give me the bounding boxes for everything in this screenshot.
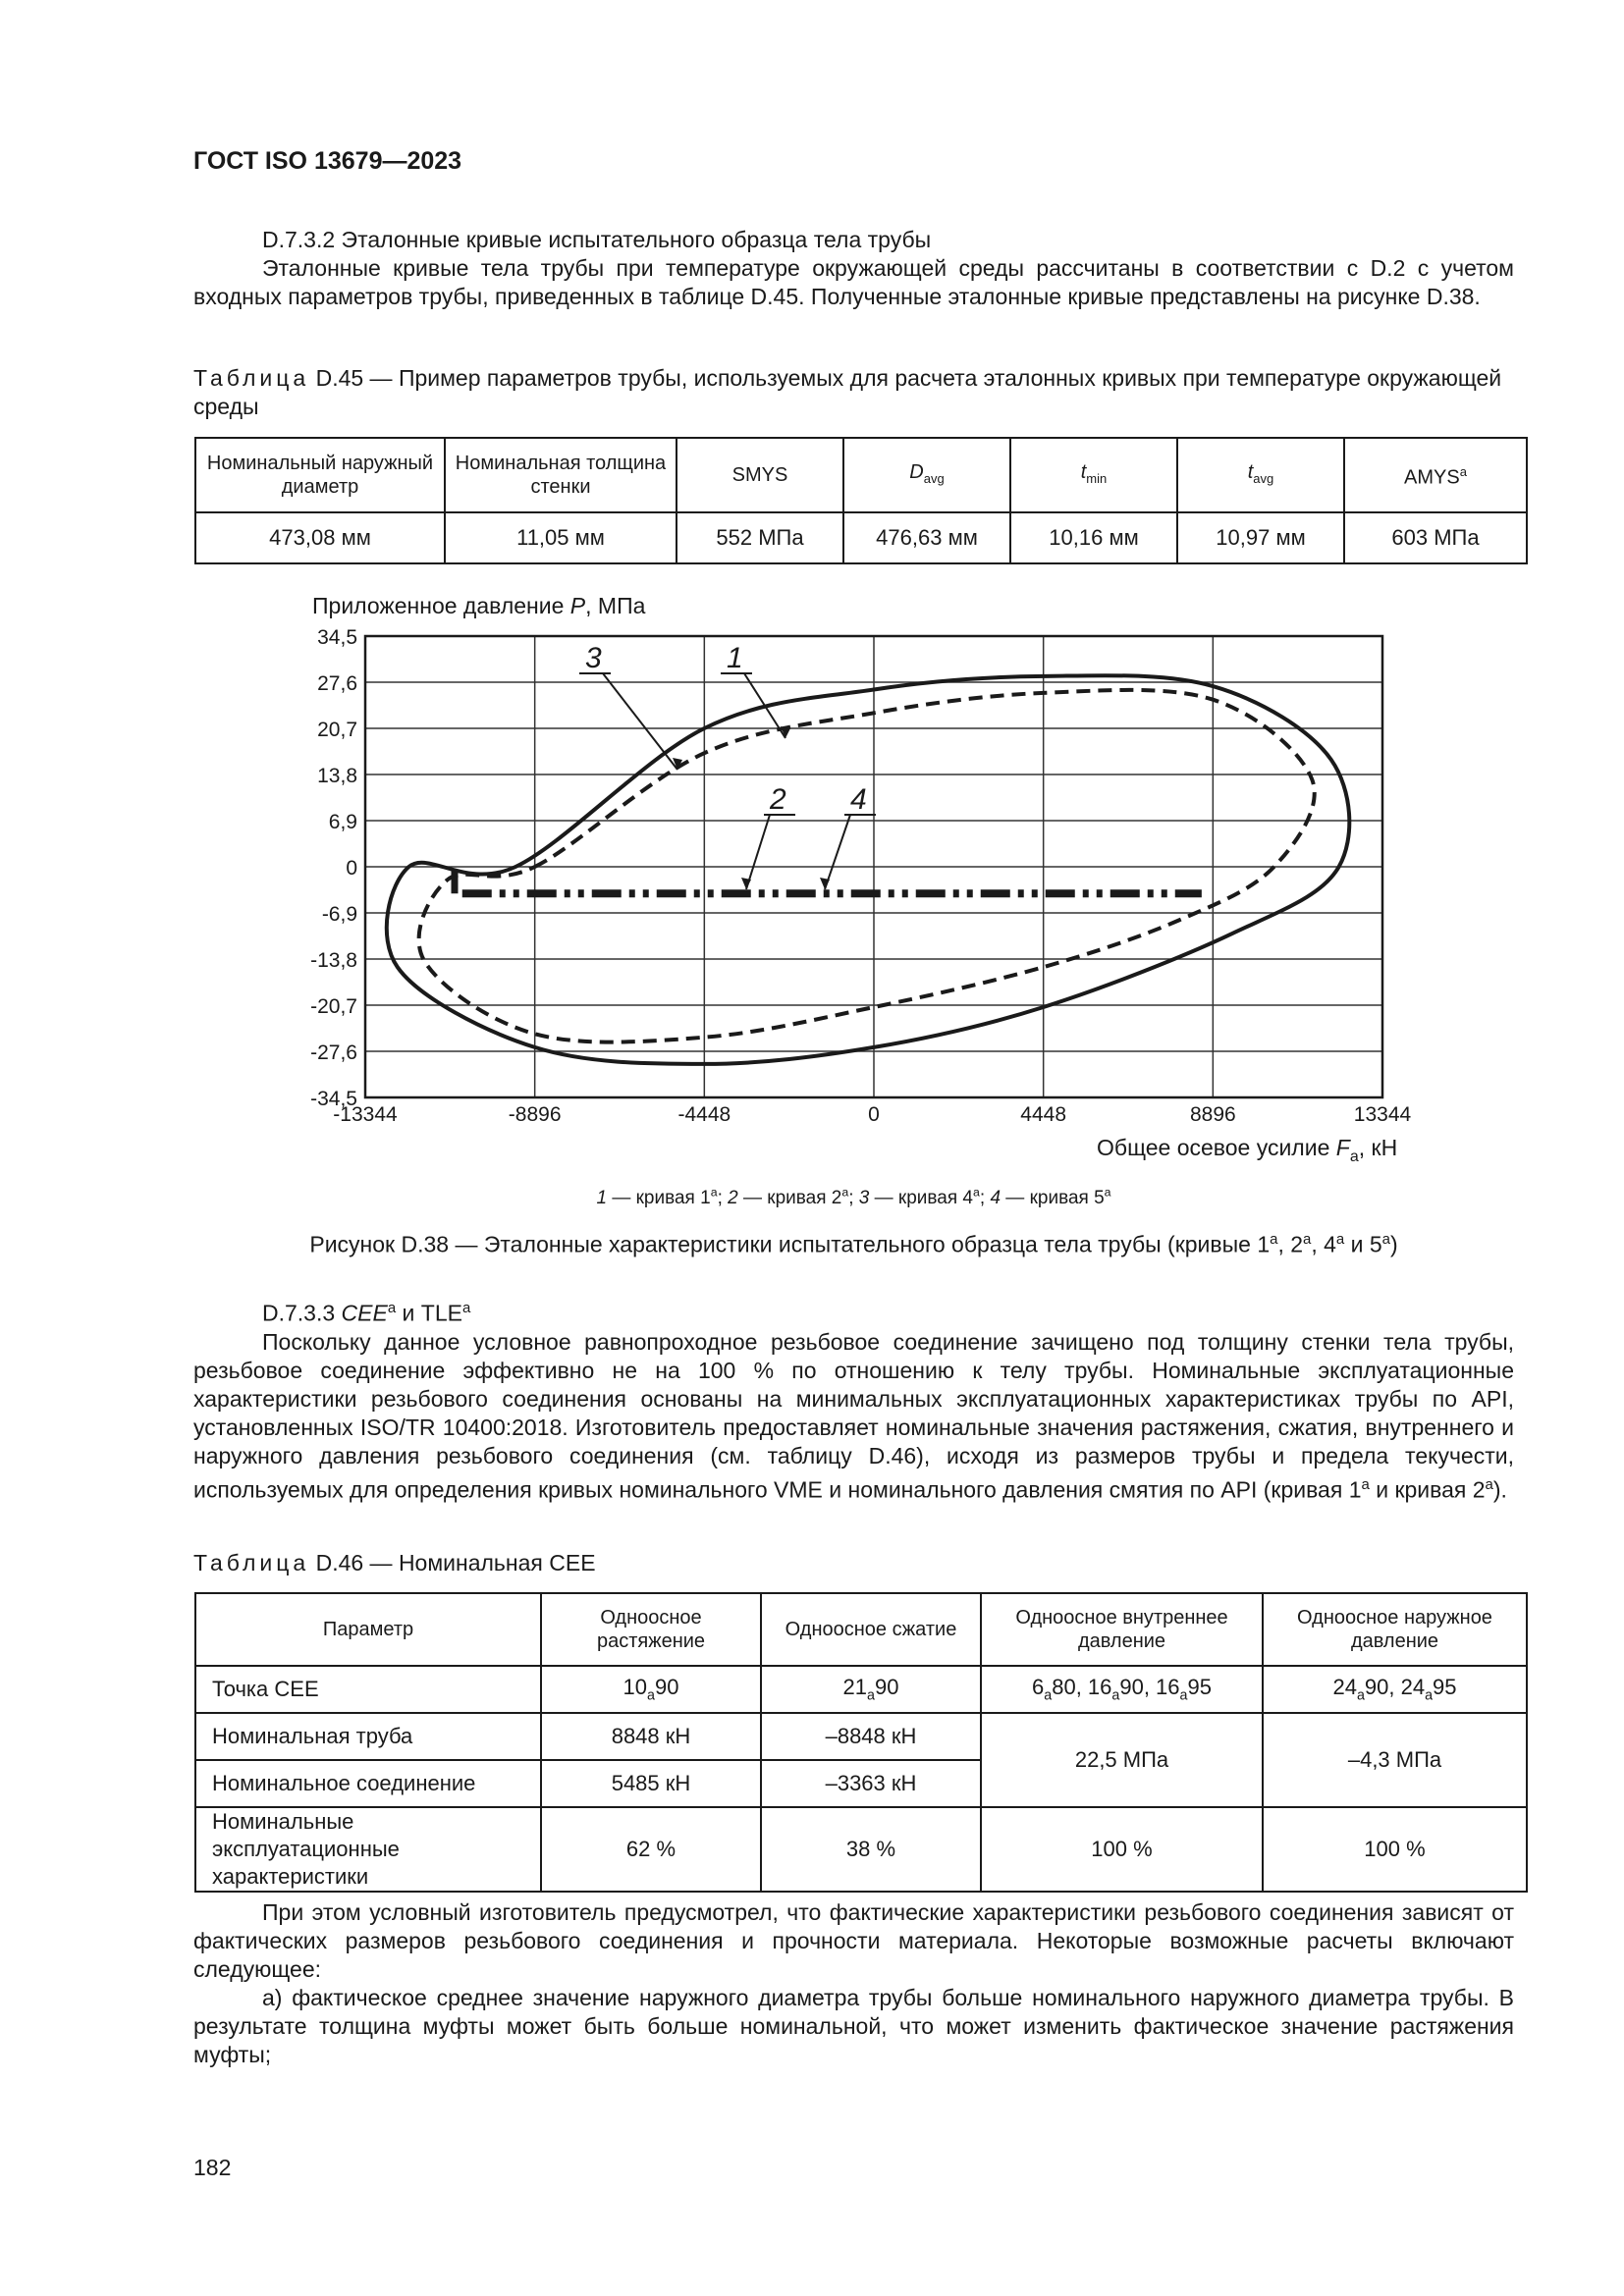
x-tick-label: 13344 — [1353, 1103, 1412, 1126]
section-paragraph: Эталонные кривые тела трубы при температуре окружающей среды рассчитаны в соответствии с D.2 с учетом входных параметров трубы, приведенных в таблице D.45. Полученные эталонные кривые представлены на рисунке D.38. — [193, 255, 1514, 309]
leader-arrow — [820, 878, 830, 889]
y-tick-label: -27,6 — [310, 1041, 357, 1064]
row-label: Номинальные эксплуатационные характеристики — [195, 1807, 541, 1892]
table-row — [195, 1666, 1527, 1713]
caption-prefix: Таблица — [193, 1550, 310, 1575]
y-tick-label: 34,5 — [317, 626, 357, 649]
value-cell: 62 % — [541, 1807, 761, 1892]
paragraph-list-item-a: а) фактическое среднее значение наружного диаметра трубы больше номинального наружного диаметра трубы. В результате толщина муфты может быть больше номинальной, что может изменить фактическое значение растяжения муфты; — [193, 1985, 1514, 2067]
header-cell: $t_{avg}$ — [1177, 438, 1344, 512]
x-tick-labels — [333, 1103, 1411, 1126]
y-tick-label: -20,7 — [310, 995, 357, 1018]
figure-caption: Рисунок D.38 — Эталонные характеристики испытательного образца тела трубы (кривые 1$^a$, 2$^a$, 4$^a$ и 5$^a$) — [309, 1231, 1398, 1257]
y-tick-labels — [310, 626, 357, 1110]
value-cell: –8848 кН — [761, 1713, 981, 1760]
curve-label: 1 — [727, 642, 743, 674]
curve-callouts — [579, 642, 876, 889]
page-number: 182 — [193, 2155, 232, 2180]
curve-1-dashed — [419, 690, 1315, 1042]
caption-prefix: Таблица — [193, 365, 310, 391]
header-cell: Одноосное сжатие — [761, 1593, 981, 1666]
section-paragraph: Поскольку данное условное равнопроходное резьбовое соединение зачищено под толщину стенки тела трубы, резьбовое соединение эффективно не на 100 % по отношению к телу трубы. Номинальные эксплуатационные характеристики резьбового соединения основаны на минимальных эксплуатационных характеристиках трубы по API, установленных ISO/TR 10400:2018. Изготовитель предоставляет номинальные значения растяжения, сжатия, внутреннего и наружного давления резьбового соединения (см. таблицу D.46), исходя из размеров трубы и предела текучести, используемых для определения кривых номинального VME и номинального давления смятия по API (кривая 1$^a$ и кривая 2$^a$). — [193, 1328, 1514, 1503]
row-label: Точка CEE — [195, 1666, 541, 1713]
x-tick-label: -8896 — [508, 1103, 562, 1126]
curve-label: 4 — [850, 783, 867, 816]
value-cell: 476,63 мм — [843, 512, 1010, 563]
table-row — [195, 1713, 1527, 1760]
legend-item: 3 — кривая 4$^a$; — [858, 1186, 991, 1209]
header-cell: Одноосное внутреннее давление — [981, 1593, 1263, 1666]
leader-line — [825, 815, 850, 889]
value-cell: 11,05 мм — [445, 512, 677, 563]
header-cell: $t_{min}$ — [1010, 438, 1177, 512]
figure-legend — [193, 1186, 1514, 1209]
section-d7-3-2 — [193, 226, 1514, 311]
value-cell: 10,97 мм — [1177, 512, 1344, 563]
y-tick-label: 6,9 — [328, 811, 357, 833]
value-cell: –3363 кН — [761, 1760, 981, 1807]
value-cell: 22,5 МПа — [981, 1713, 1263, 1807]
y-tick-label: 27,6 — [317, 672, 357, 695]
y-tick-label: 0 — [346, 857, 357, 880]
y-tick-label: -34,5 — [310, 1088, 357, 1110]
header-cell: Одноосное наружное давление — [1263, 1593, 1527, 1666]
header-cell: Параметр — [195, 1593, 541, 1666]
value-cell: $24_a90$, $24_a95$ — [1263, 1666, 1527, 1713]
y-tick-label: -6,9 — [321, 903, 357, 926]
value-cell: 8848 кН — [541, 1713, 761, 1760]
table-row — [195, 1807, 1527, 1892]
value-cell: 5485 кН — [541, 1760, 761, 1807]
table46-caption — [193, 1549, 1514, 1577]
section-title: D.7.3.2 Эталонные кривые испытательного образца тела трубы — [262, 227, 932, 252]
curve-label: 3 — [585, 642, 602, 674]
table45-caption — [193, 364, 1514, 421]
leader-line — [746, 815, 770, 889]
x-tick-label: -4448 — [677, 1103, 731, 1126]
row-label: Номинальная труба — [195, 1713, 541, 1760]
x-tick-label: 0 — [868, 1103, 880, 1126]
value-cell: –4,3 МПа — [1263, 1713, 1527, 1807]
x-tick-label: 8896 — [1189, 1103, 1236, 1126]
legend-item: 1 — кривая 1$^a$; — [596, 1186, 729, 1209]
value-cell: $6_a80$, $16_a90$, $16_a95$ — [981, 1666, 1263, 1713]
caption-text: D.45 — Пример параметров трубы, используемых для расчета эталонных кривых при температуре окружающей среды — [193, 365, 1502, 419]
y-tick-label: -13,8 — [310, 949, 357, 972]
caption-text: D.46 — Номинальная CEE — [315, 1550, 596, 1575]
header-cell: Номинальный наружный диаметр — [195, 438, 445, 512]
value-cell: 552 МПа — [677, 512, 843, 563]
value-cell: 38 % — [761, 1807, 981, 1892]
x-axis-label: Общее осевое усилие $F_a$, кН — [1097, 1135, 1398, 1165]
value-cell: 10,16 мм — [1010, 512, 1177, 563]
paragraph: При этом условный изготовитель предусмотрел, что фактические характеристики резьбового соединения зависят от фактических размеров резьбового соединения и прочности материала. Некоторые возможные расчеты включают следующее: — [193, 1899, 1514, 1982]
header-cell: $D_{avg}$ — [843, 438, 1010, 512]
closing-text — [193, 1898, 1514, 2069]
legend-item: 2 — кривая 2$^a$; — [728, 1186, 859, 1209]
value-cell: $10_a90$ — [541, 1666, 761, 1713]
header-cell: AMYS$^a$ — [1344, 438, 1527, 512]
y-tick-label: 20,7 — [317, 719, 357, 741]
table-d46 — [194, 1592, 1528, 1893]
reference-curves-chart — [0, 579, 1624, 1207]
section-d7-3-3 — [193, 1294, 1514, 1504]
x-tick-label: -13344 — [333, 1103, 398, 1126]
legend-item: 4 — кривая 5$^a$ — [990, 1186, 1111, 1209]
y-axis-label: Приложенное давление P, МПа — [312, 593, 646, 618]
header-cell: Номинальная толщина стенки — [445, 438, 677, 512]
y-tick-label: 13,8 — [317, 765, 357, 787]
leader-arrow — [741, 878, 751, 889]
section-title: D.7.3.3 CEE$^a$ и TLE$^a$ — [262, 1300, 471, 1326]
value-cell: 100 % — [981, 1807, 1263, 1892]
curve-label: 2 — [770, 783, 786, 816]
value-cell: 603 МПа — [1344, 512, 1527, 563]
document-header: ГОСТ ISO 13679—2023 — [193, 147, 462, 175]
table-d45 — [194, 437, 1528, 564]
leader-line — [603, 673, 677, 770]
header-cell: SMYS — [677, 438, 843, 512]
row-label: Номинальное соединение — [195, 1760, 541, 1807]
value-cell: $21_a90$ — [761, 1666, 981, 1713]
value-cell: 100 % — [1263, 1807, 1527, 1892]
value-cell: 473,08 мм — [195, 512, 445, 563]
header-cell: Одноосное растяжение — [541, 1593, 761, 1666]
x-tick-label: 4448 — [1020, 1103, 1067, 1126]
